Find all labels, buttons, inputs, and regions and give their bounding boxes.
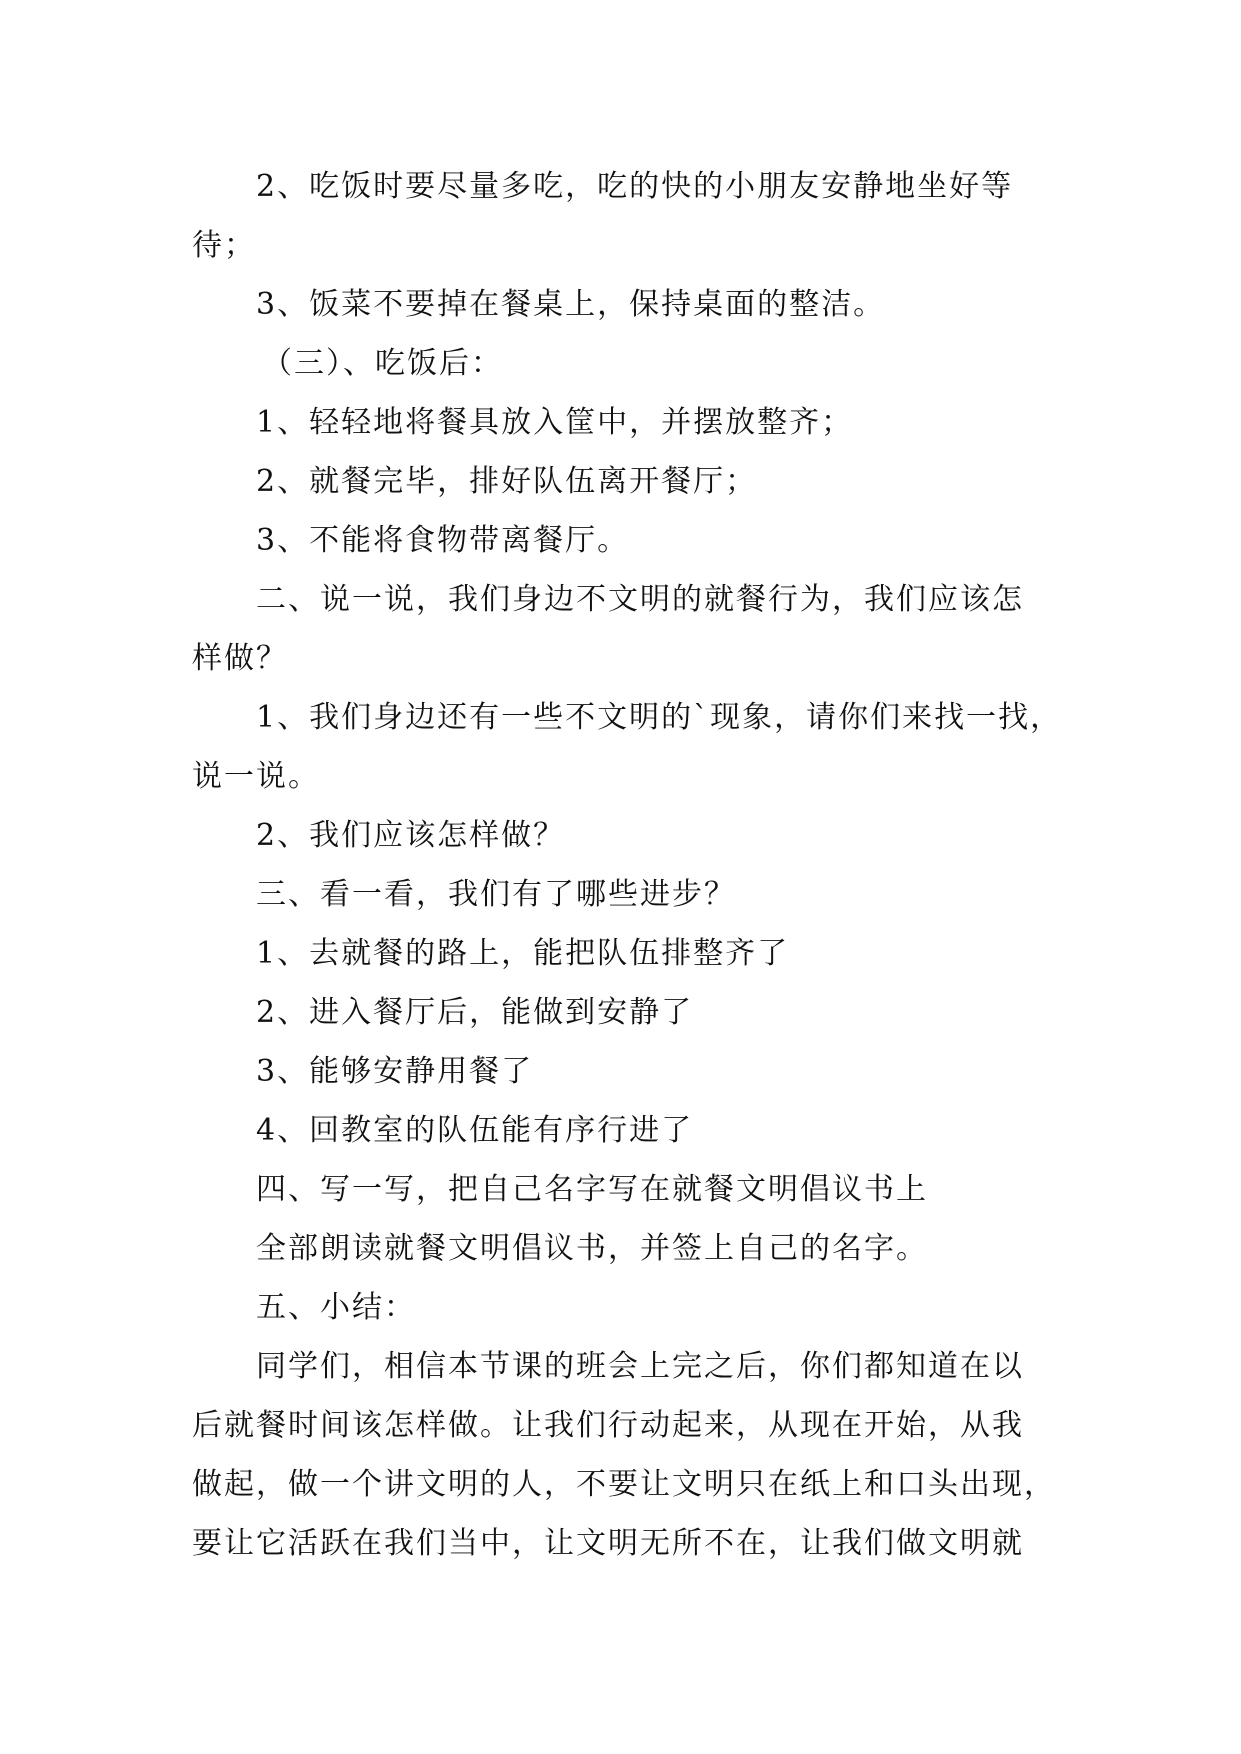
paragraph — [192, 275, 1054, 334]
paragraph-line: 2、就餐完毕，排好队伍离开餐厅； — [256, 464, 758, 499]
paragraph — [192, 1337, 1054, 1573]
paragraph-line: 说一说。 — [192, 759, 320, 794]
paragraph — [192, 688, 1063, 806]
paragraph-line: 4、回教室的队伍能有序行进了 — [256, 1113, 694, 1148]
section-heading — [192, 334, 1054, 393]
paragraph-line: 样做？ — [192, 641, 288, 676]
section-heading — [192, 865, 1054, 924]
paragraph-line: 3、能够安静用餐了 — [256, 1054, 534, 1089]
paragraph — [192, 1219, 1054, 1278]
paragraph-line: 3、不能将食物带离餐厅。 — [256, 523, 630, 558]
paragraph — [192, 1042, 1054, 1101]
paragraph-line: 2、我们应该怎样做？ — [256, 818, 566, 853]
paragraph-line: 同学们，相信本节课的班会上完之后，你们都知道在以 — [256, 1349, 1024, 1384]
paragraph-line: 三、看一看，我们有了哪些进步？ — [256, 877, 736, 912]
document-page — [192, 157, 1063, 1573]
paragraph-line: 要让它活跃在我们当中，让文明无所不在，让我们做文明就 — [192, 1526, 1024, 1561]
paragraph-line: 3、饭菜不要掉在餐桌上，保持桌面的整洁。 — [256, 287, 886, 322]
paragraph-line: 二、说一说，我们身边不文明的就餐行为，我们应该怎 — [256, 582, 1024, 617]
paragraph-line: 后就餐时间该怎样做。让我们行动起来，从现在开始，从我 — [192, 1408, 1024, 1443]
paragraph-line: 五、小结： — [256, 1290, 416, 1325]
paragraph-line: 1、我们身边还有一些不文明的`现象，请你们来找一找， — [256, 700, 1063, 735]
paragraph — [192, 983, 1054, 1042]
section-heading — [192, 570, 1054, 688]
paragraph — [192, 157, 1054, 275]
paragraph — [192, 393, 1054, 452]
paragraph — [192, 511, 1054, 570]
paragraph — [192, 452, 1054, 511]
paragraph — [192, 924, 1054, 983]
paragraph-line: 2、进入餐厅后，能做到安静了 — [256, 995, 694, 1030]
paragraph-line: 四、写一写，把自己名字写在就餐文明倡议书上 — [256, 1172, 928, 1207]
paragraph-line: 全部朗读就餐文明倡议书，并签上自己的名字。 — [256, 1231, 928, 1266]
paragraph — [192, 806, 1054, 865]
paragraph-line: 待； — [192, 228, 256, 263]
paragraph-line: 1、轻轻地将餐具放入筐中，并摆放整齐； — [256, 405, 854, 440]
paragraph-line: 1、去就餐的路上，能把队伍排整齐了 — [256, 936, 790, 971]
section-heading — [192, 1160, 1054, 1219]
paragraph — [192, 1101, 1054, 1160]
paragraph-line: 做起，做一个讲文明的人，不要让文明只在纸上和口头出现， — [192, 1467, 1056, 1502]
paragraph-line: 2、吃饭时要尽量多吃，吃的快的小朋友安静地坐好等 — [256, 169, 1014, 204]
section-heading — [192, 1278, 1054, 1337]
paragraph-line: （三）、吃饭后： — [262, 346, 503, 381]
